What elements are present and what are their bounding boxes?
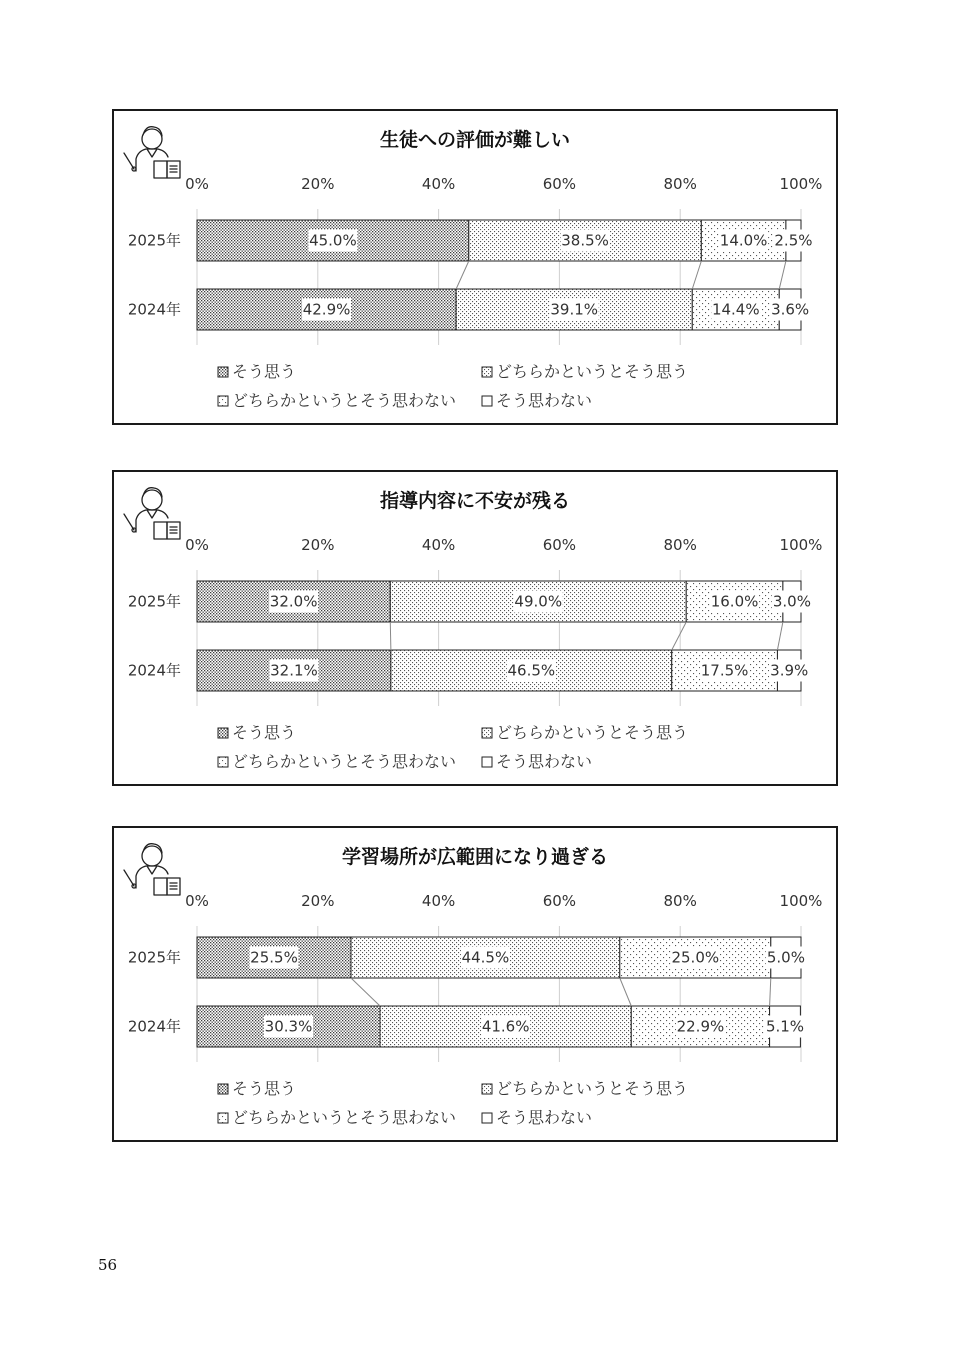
series-connector [390,622,391,650]
legend-swatch [218,728,228,738]
x-tick-label: 60% [542,892,577,910]
legend-swatch [218,1084,228,1094]
data-label: 49.0% [514,592,563,611]
x-tick-label: 80% [663,175,697,193]
series-connector [770,978,771,1006]
data-label: 3.0% [772,592,811,611]
category-label: 2024年 [127,661,181,680]
series-connector [692,261,701,289]
category-label: 2025年 [127,948,181,967]
category-label: 2024年 [127,1017,181,1036]
data-label: 41.6% [481,1017,530,1036]
chart-title: 指導内容に不安が残る [379,490,570,512]
series-connector [351,978,380,1006]
data-label: 14.0% [719,231,768,250]
data-label: 44.5% [461,948,510,967]
stacked-bar-chart-2 [114,472,836,784]
legend-label: そう思う [232,362,297,381]
legend-swatch [482,367,492,377]
legend-swatch [218,367,228,377]
chart-title: 生徒への評価が難しい [379,129,570,151]
data-label: 16.0% [710,592,759,611]
legend-label: どちらかというとそう思わない [232,752,457,771]
legend-swatch [482,1084,492,1094]
x-tick-label: 80% [663,892,697,910]
data-label: 17.5% [700,661,749,680]
x-tick-label: 100% [779,536,823,554]
series-connector [456,261,469,289]
legend-label: どちらかというとそう思う [496,362,689,381]
legend-swatch [482,757,492,767]
legend-label: そう思う [232,723,297,742]
data-label: 22.9% [676,1017,725,1036]
chart-title: 学習場所が広範囲になり過ぎる [341,846,608,868]
legend-label: どちらかというとそう思わない [232,1108,457,1127]
data-label: 2.5% [774,231,813,250]
x-tick-label: 0% [185,536,209,554]
legend-swatch [482,728,492,738]
series-connector [777,622,782,650]
x-tick-label: 20% [301,892,335,910]
legend-swatch [482,396,492,406]
series-connector [779,261,786,289]
legend-label: そう思わない [496,1108,593,1127]
data-label: 45.0% [309,231,357,250]
x-tick-label: 60% [542,536,577,554]
legend-swatch [482,1113,492,1123]
data-label: 25.5% [250,948,298,967]
data-label: 38.5% [561,231,609,250]
x-tick-label: 0% [185,892,209,910]
data-label: 30.3% [264,1017,313,1036]
x-tick-label: 0% [185,175,209,193]
page-number: 56 [98,1256,118,1274]
series-connector [672,622,686,650]
legend-label: どちらかというとそう思う [496,723,689,742]
category-label: 2025年 [127,231,181,250]
chart-panel-3 [112,826,838,1142]
data-label: 46.5% [507,661,556,680]
data-label: 39.1% [550,300,599,319]
x-tick-label: 100% [779,175,823,193]
data-label: 25.0% [671,948,720,967]
legend-swatch [218,396,228,406]
data-label: 32.1% [270,661,318,680]
data-label: 5.1% [765,1017,805,1036]
data-label: 14.4% [711,300,760,319]
category-label: 2024年 [127,300,181,319]
x-tick-label: 100% [779,892,823,910]
data-label: 32.0% [269,592,318,611]
data-label: 3.9% [770,661,809,680]
x-tick-label: 40% [421,892,456,910]
data-label: 42.9% [302,300,351,319]
chart-panel-1 [112,109,838,425]
legend-swatch [218,1113,228,1123]
legend-label: どちらかというとそう思わない [232,391,457,410]
legend-label: どちらかというとそう思う [496,1079,689,1098]
x-tick-label: 80% [663,536,697,554]
category-label: 2025年 [127,592,181,611]
series-connector [620,978,631,1006]
x-tick-label: 20% [301,536,335,554]
stacked-bar-chart-3 [114,828,836,1140]
legend-swatch [218,757,228,767]
legend-label: そう思う [232,1079,297,1098]
data-label: 5.0% [766,948,805,967]
x-tick-label: 40% [421,175,456,193]
x-tick-label: 20% [301,175,335,193]
x-tick-label: 40% [421,536,456,554]
legend-label: そう思わない [496,391,593,410]
chart-panel-2 [112,470,838,786]
legend-label: そう思わない [496,752,593,771]
stacked-bar-chart-1 [114,111,836,423]
x-tick-label: 60% [542,175,577,193]
data-label: 3.6% [771,300,810,319]
